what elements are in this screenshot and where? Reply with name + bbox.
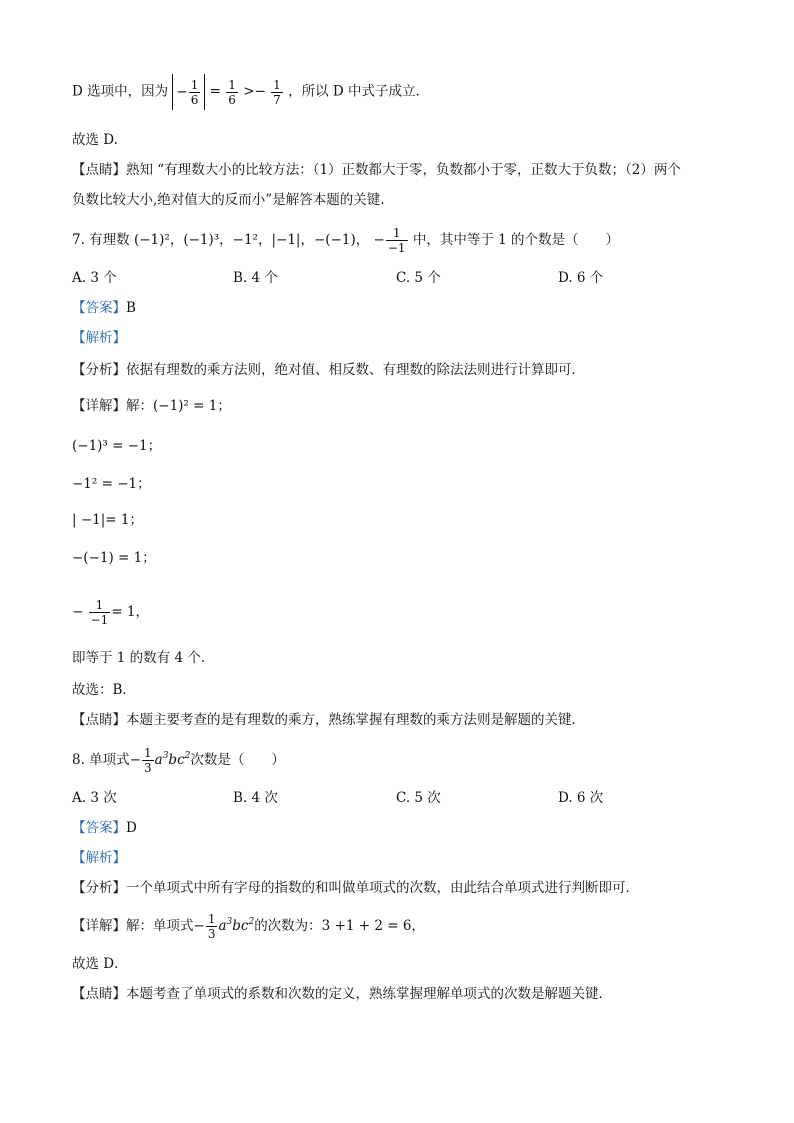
fraction-1-3: $\frac{1}{3}$: [143, 746, 152, 775]
comment-label: 【点睛】: [72, 712, 126, 728]
q6-comment-2: 负数比较大小,绝对值大的反而小”是解答本题的关键.: [72, 192, 385, 208]
q7-prefix: 7. 有理数: [72, 232, 130, 248]
q8-stem: 8. 单项式− $\frac{1}{3}$ $a^3bc^2$次数是（ ）: [72, 746, 285, 775]
q7-option-c: C. 5 个: [396, 270, 441, 286]
q7-stem: 7. 有理数 (−1)²，(−1)³，−1²，|−1|，−(−1)， − $\frac{1}{-1}$ 中，其中等于 1 的个数是（ ）: [72, 226, 619, 255]
q7-analysis-label: 【解析】: [72, 330, 126, 346]
fraction-1-6: [226, 78, 238, 107]
q7-step-2: −1² = −1；: [72, 476, 151, 492]
frac-num: 1: [273, 77, 281, 92]
q8-option-b: B. 4 次: [233, 790, 278, 806]
frac-den: 6: [190, 93, 199, 107]
comment-text: 本题考查了单项式的系数和次数的定义，熟练掌握理解单项式的次数是解题关键．: [126, 986, 612, 1002]
q8-comment: [72, 984, 612, 1004]
frac-den: 6: [228, 92, 236, 107]
equals: =: [209, 83, 221, 100]
fenxi-text: 一个单项式中所有字母的指数的和叫做单项式的次数，由此结合单项式进行判断即可．: [126, 880, 639, 896]
comment-text: 本题主要考查的是有理数的乘方，熟练掌握有理数的乘方法则是解题的关键．: [126, 712, 585, 728]
fenxi-label: 【分析】: [72, 362, 126, 378]
fraction-1-3: $\frac{1}{3}$: [207, 912, 216, 941]
q7-step-3: | −1|= 1；: [72, 512, 143, 528]
fraction-1-over-neg1: $\frac{1}{-1}$: [387, 226, 406, 255]
q7-choose: 故选：B．: [72, 682, 136, 698]
q7-suffix: 中，其中等于 1 的个数是（ ）: [412, 232, 619, 248]
q7-conclusion: 即等于 1 的数有 4 个．: [72, 650, 215, 666]
frac-num: 1: [228, 77, 236, 92]
q8-answer: [72, 818, 137, 838]
detail-first: 解：(−1)² = 1；: [126, 398, 231, 414]
detail-label: 【详解】: [72, 918, 126, 934]
abs-value-expr: − $\frac{1}{6}$: [172, 74, 205, 110]
q8-option-c: C. 5 次: [396, 790, 441, 806]
q7-answer: [72, 298, 136, 318]
fraction-1-over-neg1: $\frac{1}{-1}$: [90, 598, 109, 627]
fenxi-text: 依据有理数的乘方法则，绝对值、相反数、有理数的除法法则进行计算即可．: [126, 362, 585, 378]
q7-step-1: (−1)³ = −1；: [72, 438, 162, 454]
comment-text: 熟知 “有理数大小的比较方法：（1）正数都大于零，负数都小于零，正数大于负数；（2）两个: [126, 162, 681, 178]
q7-option-d: D. 6 个: [558, 270, 604, 286]
q7-option-b: B. 4 个: [233, 270, 278, 286]
q8-suffix: 次数是（ ）: [190, 752, 285, 768]
detail-label: 【详解】: [72, 398, 126, 414]
answer-value: B: [126, 300, 136, 316]
q8-option-d: D. 6 次: [558, 790, 604, 806]
fraction-1-7: [271, 78, 283, 107]
q8-option-a: A. 3 次: [72, 790, 117, 806]
d-option-line: [72, 74, 420, 110]
q8-choose: 故选 D．: [72, 956, 128, 972]
q6-comment-1: [72, 160, 681, 180]
monomial: $a^3bc^2$: [154, 751, 191, 768]
frac-den: 7: [273, 92, 281, 107]
monomial: $a^3bc^2$: [218, 917, 255, 934]
answer-value: D: [126, 820, 137, 836]
q6-answer: 故选 D.: [72, 132, 118, 148]
q7-option-a: A. 3 个: [72, 270, 117, 286]
comment-label: 【点睛】: [72, 162, 126, 178]
comment-label: 【点睛】: [72, 986, 126, 1002]
q8-prefix: 8. 单项式: [72, 752, 130, 768]
frac-num: 1: [190, 78, 199, 92]
detail-suffix: 的次数为：3 +1 + 2 = 6，: [254, 918, 425, 934]
detail-prefix: 解：单项式: [126, 918, 194, 934]
q7-comment: [72, 710, 585, 730]
d-line-prefix: D 选项中，因为: [72, 83, 169, 100]
q8-detail: 【详解】解：单项式− $\frac{1}{3}$ $a^3bc^2$的次数为：3 +1 + 2 = 6，: [72, 912, 425, 941]
answer-label: 【答案】: [72, 820, 126, 836]
step-suffix: = 1，: [111, 604, 150, 620]
q8-fenxi: [72, 878, 639, 898]
q7-items: (−1)²，(−1)³，−1²，|−1|，−(−1)，: [133, 232, 370, 248]
fenxi-label: 【分析】: [72, 880, 126, 896]
q7-fenxi: [72, 360, 585, 380]
q7-step-5: − $\frac{1}{-1}$ = 1，: [72, 598, 150, 627]
q8-analysis-label: 【解析】: [72, 850, 126, 866]
d-line-suffix: ，所以 D 中式子成立.: [288, 83, 420, 100]
greater-than: >−: [243, 83, 266, 100]
q7-step-4: −(−1) = 1；: [72, 550, 156, 566]
q7-detail: [72, 396, 231, 416]
answer-label: 【答案】: [72, 300, 126, 316]
